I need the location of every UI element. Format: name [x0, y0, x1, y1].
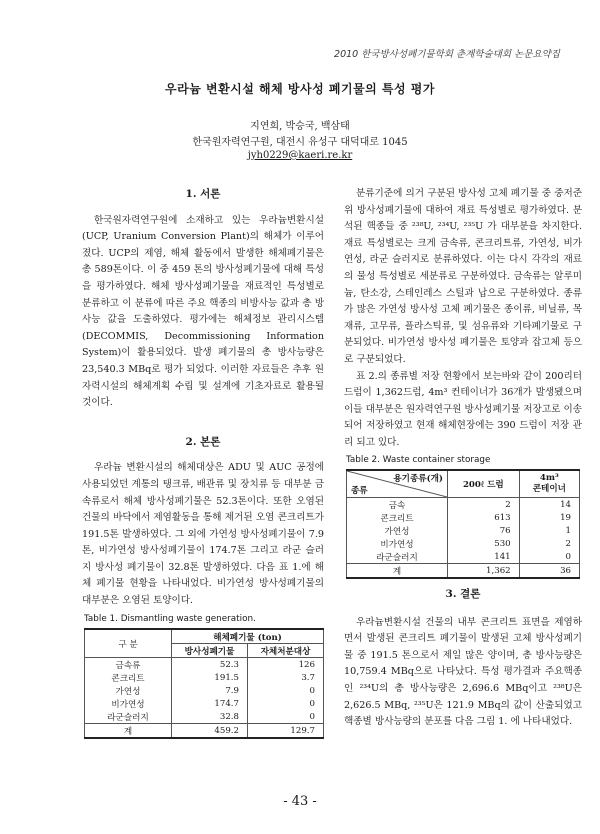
affiliation: 한국원자력연구원, 대전시 유성구 대덕대로 1045	[192, 137, 408, 148]
left-column	[82, 186, 324, 610]
table-cell: 0	[248, 684, 324, 697]
section-conclusion-title: 3. 결론	[445, 588, 481, 600]
table-row: 라군슬러지	[347, 550, 448, 564]
table-row: 금속	[347, 498, 448, 512]
table-cell: 1	[519, 524, 579, 537]
table-cell: 14	[519, 498, 579, 512]
authors: 지연희, 박승국, 백삼태	[250, 121, 350, 132]
running-header: 2010 한국방사성폐기물학회 춘계학술대회 논문요약집	[334, 49, 560, 60]
table2-col-drum: 200ℓ 드럼	[448, 470, 520, 498]
section-body-title: 2. 본론	[185, 435, 221, 448]
table1-caption: Table 1. Dismantling waste generation.	[84, 614, 256, 624]
table2-col-container-top: 4m³	[539, 473, 559, 483]
table-total-row: 계	[85, 724, 172, 739]
table-cell: 174.7	[172, 697, 248, 710]
table2-diagonal-header	[347, 470, 448, 498]
table-cell: 32.8	[172, 710, 248, 724]
table1-col-selfdisposal: 자체처분대상	[248, 644, 324, 658]
table-row: 비가연성	[85, 697, 172, 710]
table2-header-kind: 종류	[351, 486, 368, 496]
table-row: 콘크리트	[347, 511, 448, 524]
table-cell: 3.7	[248, 671, 324, 684]
right-paragraph-1: 분류기준에 의거 구분된 방사성 고체 폐기물 중 중저준위 방사성폐기물에 대하여 재료 특성별로 평가하였다. 분석된 핵종들 중 ²³⁸U, ²³⁴U, ²³⁵U 가 대부분을 차지한다. 재료 특성별로는 크게 금속류, 콘크리트류, 가연성, 비가연성, 라군 슬러지로 분류하였다. 이는 다시 각각의 재료의 물성 특성별로 세분류로 구분하였다. 금속류는 알루미늄, 탄소강, 스테인레스 스틸과 납으로 구분하였다. 종류가 많은 가연성 방사성 고체 폐기물은 종이류, 비닐류, 목재류, 고무류, 플라스틱류, 및 섬유류와 기타폐기물로 구분되었다. 비가연성 방사성 폐기물은 토양과 잡고체 등으로 구분되었다.	[344, 188, 582, 365]
table2-col-container-bottom: 콘테이너	[532, 484, 566, 494]
section-intro-title: 1. 서론	[185, 188, 221, 200]
table-cell: 0	[248, 697, 324, 710]
table-cell: 2	[448, 498, 520, 512]
table-cell: 0	[248, 710, 324, 724]
table-row: 비가연성	[347, 537, 448, 550]
table2-col-container	[519, 470, 579, 498]
table-cell: 76	[448, 524, 520, 537]
table-cell: 1,362	[448, 564, 520, 579]
table-cell: 2	[519, 537, 579, 550]
page-number: - 43 -	[283, 794, 317, 809]
table2-caption: Table 2. Waste container storage	[346, 455, 491, 465]
table-row: 라군슬러지	[85, 710, 172, 724]
table-cell: 19	[519, 511, 579, 524]
table2	[346, 469, 580, 579]
table1-header-amount: 해체폐기물 (ton)	[172, 629, 324, 644]
table-row: 가연성	[85, 684, 172, 697]
table-cell: 530	[448, 537, 520, 550]
table-row: 콘크리트	[85, 671, 172, 684]
table-cell: 36	[519, 564, 579, 579]
conclusion-paragraph: 우라늄변환시설 건물의 내부 콘크리트 표면을 제염하면서 발생된 콘크리트 폐기물이 발생된 고체 방사성폐기물 중 191.5 톤으로서 제일 많은 양이며, 총 방사능량은 10,759.4 MBq으로 나타났다. 특성 평가결과 주요핵종인 ²³⁴U의 총 방사능량은 2,696.6 MBq이고 ²³⁸U은 2,626.5 MBq, ²³⁵U은 121.9 MBq의 값이 산출되었고 핵종별 방사능량의 분포를 다음 그림 1. 에 나타내었다.	[344, 616, 582, 728]
table-cell: 52.3	[172, 658, 248, 672]
table1-col-radioactive: 방사성폐기물	[172, 644, 248, 658]
table-cell: 126	[248, 658, 324, 672]
table2-header-type: 용기종류(개)	[393, 474, 443, 484]
table-row: 가연성	[347, 524, 448, 537]
table-cell: 459.2	[172, 724, 248, 739]
table-cell: 129.7	[248, 724, 324, 739]
table1	[84, 628, 324, 739]
table-cell: 191.5	[172, 671, 248, 684]
table-cell: 613	[448, 511, 520, 524]
table1-header-group: 구 분	[85, 629, 172, 658]
email-link[interactable]: jyh0229@kaeri.re.kr	[247, 150, 353, 161]
table-cell: 141	[448, 550, 520, 564]
right-paragraph-2: 표 2.의 종류별 저장 현황에서 보는바와 같이 200리터 드럼이 1,362드럼, 4m³ 컨테이너가 36개가 발생됐으며 이들 대부분은 원자력연구원 방사성폐기물 저장고로 이송되어 저장하였고 현재 해체현장에는 390 드럼이 저장 관리 되고 있다.	[344, 370, 582, 448]
table-cell: 7.9	[172, 684, 248, 697]
table-total-row: 계	[347, 564, 448, 579]
table-row: 금속류	[85, 658, 172, 672]
intro-paragraph: 한국원자력연구원에 소재하고 있는 우라늄변환시설(UCP, Uranium Conversion Plant)의 해체가 이루어졌다. UCP의 제염, 해체 활동에서 발생한 해체폐기물은 총 589톤이다. 이 중 459 톤의 방사성폐기물에 대해 특성을 평가하였다. 해체 방사성폐기물을 재료적인 특성별로 분류하고 이 분류에 따른 주요 핵종의 비방사능 값과 총 방사능 값을 도출하였다. 평가에는 해체정보 관리시스템(DECOMMIS, Decommissioning Information System)이 활용되었다. 발생 폐기물의 총 방사능량은 23,540.3 MBq로 평가 되었다. 이러한 자료들은 추후 원자력시설의 해체계획 수립 및 설계에 기초자료로 활용될 것이다.	[82, 214, 324, 409]
body-paragraph: 우라늄 변환시설의 해체대상은 ADU 및 AUC 공정에 사용되었던 계통의 탱크류, 배관류 및 장치류 등 대부분 금속류로서 해체 방사성폐기물은 52.3톤이다. 또한 오염된 건물의 바닥에서 제염활동을 통해 제거된 오염 콘크리트가 191.5톤 발생하였다. 그 외에 가연성 방사성폐기물이 7.9톤, 비가연성 방사성폐기물이 174.7톤 그리고 라군 슬러지 방사성 폐기물이 32.8톤 발생하였다. 다음 표 1.에 해체 폐기물 현황을 나타내었다. 비가연성 방사성폐기물의 대부분은 오염된 토양이다.	[82, 462, 324, 607]
right-column-top	[344, 186, 582, 452]
table-cell: 0	[519, 550, 579, 564]
right-column-bottom	[344, 586, 582, 731]
paper-title: 우라늄 변환시설 해체 방사성 폐기물의 특성 평가	[165, 82, 435, 96]
